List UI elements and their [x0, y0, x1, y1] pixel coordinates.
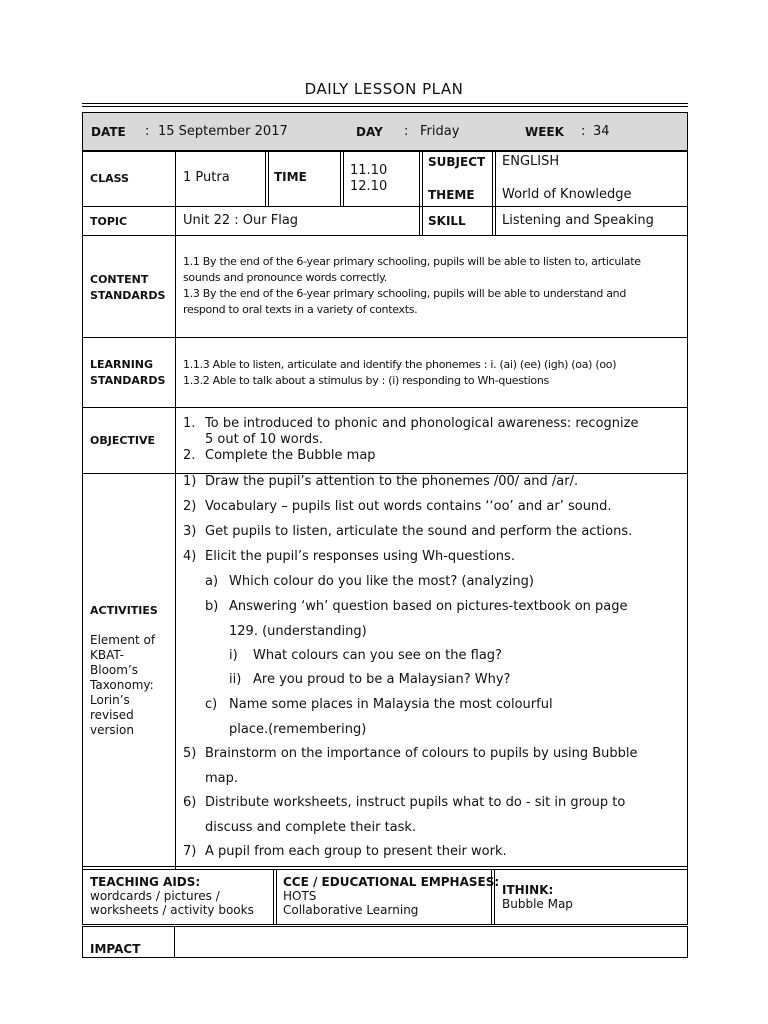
teaching-aids-label: TEACHING AIDS:: [90, 875, 201, 889]
note-line: Bloom’s: [90, 663, 139, 677]
activity-line: [205, 599, 218, 614]
objective-item-continued: [183, 432, 683, 448]
cce-label: CCE / EDUCATIONAL EMPHASES:: [283, 875, 500, 889]
objective-text: 5 out of 10 words.: [205, 432, 324, 447]
ithink-value: Bubble Map: [502, 897, 573, 911]
activities-label: ACTIVITIES: [90, 604, 158, 617]
time-end: 12.10: [350, 179, 388, 194]
activity-text: Are you proud to be a Malaysian? Why?: [253, 672, 511, 687]
skill-value: Listening and Speaking: [502, 213, 654, 228]
activity-text: Elicit the pupil’s responses using Wh-questions.: [205, 549, 515, 564]
header-row: [82, 112, 688, 152]
class-value: 1 Putra: [183, 170, 230, 185]
day-label: DAY: [356, 125, 383, 139]
activity-marker: 3): [183, 524, 197, 539]
label-line: STANDARDS: [90, 374, 166, 387]
col-divider: [343, 150, 344, 206]
label-line: LEARNING: [90, 358, 154, 371]
class-label: CLASS: [90, 172, 129, 185]
activity-marker: 6): [183, 795, 197, 810]
theme-value: World of Knowledge: [502, 187, 632, 202]
row-divider: [82, 866, 688, 867]
activity-text: Distribute worksheets, instruct pupils what to do - sit in group to: [205, 795, 626, 810]
cce-emphases: [283, 875, 499, 917]
activity-marker: ii): [229, 672, 242, 687]
week-colon: :: [581, 124, 586, 139]
subject-value: ENGLISH: [502, 154, 560, 169]
activity-line: [229, 672, 241, 687]
activity-text: Draw the pupil’s attention to the phonemes /00/ and /ar/.: [205, 474, 579, 489]
text-line: 1.3.2 Able to talk about a stimulus by : (i) responding to Wh-questions: [183, 374, 549, 387]
activities-list: [183, 474, 683, 869]
activity-text: 129. (understanding): [229, 624, 367, 639]
day-value: Friday: [420, 124, 460, 139]
subject-label: SUBJECT: [428, 155, 486, 169]
label-line: STANDARDS: [90, 289, 166, 302]
activity-marker: 5): [183, 746, 197, 761]
objective-text: To be introduced to phonic and phonological awareness: recognize: [205, 416, 639, 431]
activity-line: [183, 844, 196, 859]
row-divider: [82, 337, 688, 338]
col-divider: [422, 150, 423, 235]
activity-marker: b): [205, 599, 219, 614]
impact-field[interactable]: [180, 930, 680, 954]
objective-list: [183, 416, 683, 464]
skill-label: SKILL: [428, 214, 466, 228]
note-line: revised: [90, 708, 134, 722]
activity-line: [205, 574, 218, 589]
activity-line: [205, 697, 217, 712]
activity-line: [229, 648, 238, 663]
teaching-aids-line: wordcards / pictures /: [90, 889, 220, 903]
activity-marker: i): [229, 648, 238, 663]
col-divider: [268, 150, 269, 206]
text-line: 1.1 By the end of the 6-year primary schooling, pupils will be able to listen to, articulate: [183, 255, 641, 268]
note-line: KBAT-: [90, 648, 124, 662]
activities-note: [90, 633, 155, 738]
activity-line: [183, 746, 196, 761]
activity-line: [183, 499, 196, 514]
col-divider: [276, 869, 277, 925]
col-divider: [174, 926, 175, 958]
label-column-divider: [175, 150, 176, 870]
time-label: TIME: [274, 170, 307, 184]
objective-number: 1.: [183, 416, 196, 431]
activity-line: [183, 474, 196, 489]
note-line: Lorin’s: [90, 693, 130, 707]
week-label: WEEK: [525, 125, 564, 139]
page-title: DAILY LESSON PLAN: [304, 80, 464, 98]
learning-standards-text: [183, 357, 683, 389]
activity-text: A pupil from each group to present their work.: [205, 844, 507, 859]
activity-text: Brainstorm on the importance of colours to pupils by using Bubble: [205, 746, 638, 761]
week-value: 34: [593, 124, 610, 139]
text-line: respond to oral texts in a variety of contexts.: [183, 303, 418, 316]
topic-value: Unit 22 : Our Flag: [183, 213, 299, 228]
activity-marker: 7): [183, 844, 197, 859]
teaching-aids: [90, 875, 254, 917]
row-divider: [82, 235, 688, 236]
activity-text: Vocabulary – pupils list out words contains ‘‘oo’ and ar’ sound.: [205, 499, 612, 514]
day-colon: :: [404, 124, 409, 139]
teaching-aids-line: worksheets / activity books: [90, 903, 254, 917]
objective-item: [183, 416, 683, 432]
objective-number: 2.: [183, 448, 196, 463]
time-start: 11.10: [350, 163, 388, 178]
label-line: CONTENT: [90, 273, 149, 286]
activity-text: map.: [205, 771, 239, 786]
col-divider: [340, 150, 341, 206]
activity-line: [183, 795, 196, 810]
activity-text: Which colour do you like the most? (analyzing): [229, 574, 534, 589]
activity-text: discuss and complete their task.: [205, 820, 417, 835]
topic-label: TOPIC: [90, 215, 128, 228]
date-value: 15 September 2017: [158, 124, 288, 139]
theme-label: THEME: [428, 188, 475, 202]
text-line: 1.1.3 Able to listen, articulate and identify the phonemes : i. (ai) (ee) (igh) (oa) (oo): [183, 358, 617, 371]
note-line: version: [90, 723, 134, 737]
text-line: 1.3 By the end of the 6-year primary schooling, pupils will be able to understand and: [183, 287, 627, 300]
cce-line: HOTS: [283, 889, 317, 903]
row-divider: [82, 206, 688, 207]
title-rule-bottom: [82, 106, 688, 107]
col-divider: [265, 150, 266, 206]
ithink: [502, 883, 573, 911]
activity-text: place.(remembering): [229, 722, 367, 737]
col-divider: [495, 150, 496, 235]
activity-line: [183, 549, 196, 564]
activity-marker: a): [205, 574, 219, 589]
date-label: DATE: [91, 125, 126, 139]
col-divider: [492, 150, 493, 235]
content-standards-text: [183, 254, 683, 318]
ithink-label: ITHINK:: [502, 883, 554, 897]
impact-label: IMPACT: [90, 942, 141, 956]
objective-item: [183, 448, 683, 464]
objective-text: Complete the Bubble map: [205, 448, 376, 463]
activity-text: Get pupils to listen, articulate the sound and perform the actions.: [205, 524, 633, 539]
content-standards-label: [90, 272, 165, 304]
title-rule-top: [82, 103, 688, 104]
activity-line: [183, 524, 196, 539]
text-line: sounds and pronounce words correctly.: [183, 271, 387, 284]
row-divider: [82, 407, 688, 408]
col-divider: [419, 150, 420, 235]
col-divider: [273, 869, 274, 925]
activity-marker: 1): [183, 474, 197, 489]
activity-marker: c): [205, 697, 218, 712]
activity-text: Answering ‘wh’ question based on pictures-textbook on page: [229, 599, 628, 614]
date-colon: :: [145, 124, 150, 139]
note-line: Element of: [90, 633, 156, 647]
activity-marker: 2): [183, 499, 197, 514]
learning-standards-label: [90, 357, 165, 389]
activity-text: What colours can you see on the flag?: [253, 648, 502, 663]
note-line: Taxonomy:: [90, 678, 154, 692]
objective-label: OBJECTIVE: [90, 434, 156, 447]
activity-text: Name some places in Malaysia the most colourful: [229, 697, 553, 712]
cce-line: Collaborative Learning: [283, 903, 419, 917]
activity-marker: 4): [183, 549, 197, 564]
